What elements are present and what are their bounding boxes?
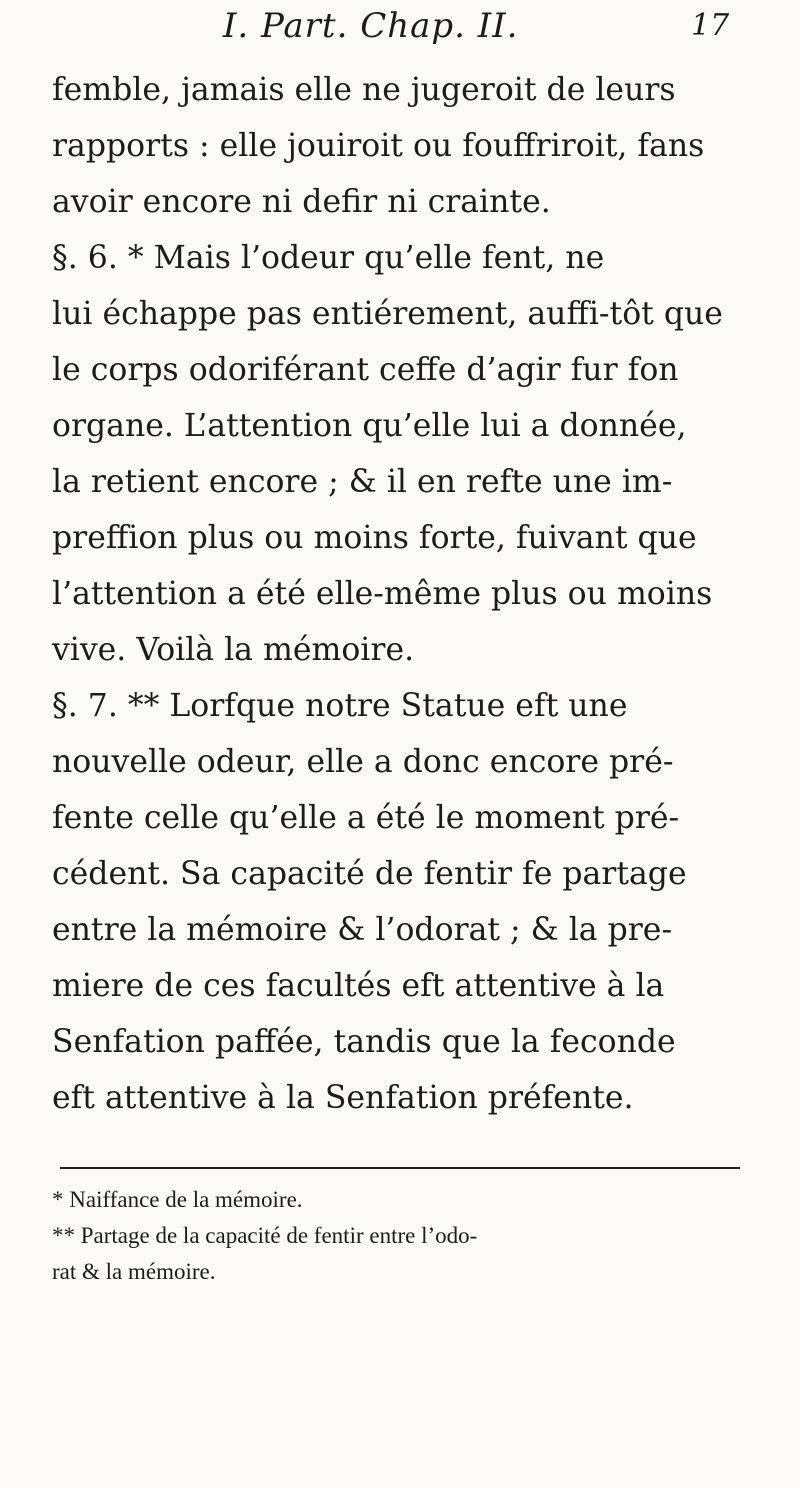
running-head <box>0 6 800 46</box>
page-number: 17 <box>691 8 730 43</box>
text-line: organe. L’attention qu’elle lui a donnée, <box>52 408 687 444</box>
text-line: la retient encore ; & il en refte une im- <box>52 464 673 500</box>
footnote-line: * Naiffance de la mémoire. <box>52 1187 303 1212</box>
text-line: Senfation paffée, tandis que la feconde <box>52 1024 676 1060</box>
text-line: §. 6. * Mais l’odeur qu’elle fent, ne <box>52 240 605 276</box>
text-line: le corps odoriférant ceffe d’agir fur fon <box>52 352 679 388</box>
text-line: §. 7. ** Lorfque notre Statue eft une <box>52 688 628 724</box>
text-line: l’attention a été elle-même plus ou moins <box>52 576 713 612</box>
text-line: preffion plus ou moins forte, fuivant que <box>52 520 697 556</box>
text-line: lui échappe pas entiérement, auffi-tôt que <box>52 296 723 332</box>
footnote-line: ** Partage de la capacité de fentir entre l’odo- <box>52 1223 478 1248</box>
text-line: eft attentive à la Senfation préfente. <box>52 1080 634 1116</box>
text-line: miere de ces facultés eft attentive à la <box>52 968 665 1004</box>
text-line: cédent. Sa capacité de fentir fe partage <box>52 856 687 892</box>
text-line: entre la mémoire & l’odorat ; & la pre- <box>52 912 673 948</box>
text-line: fente celle qu’elle a été le moment pré- <box>52 800 680 836</box>
text-line: vive. Voilà la mémoire. <box>52 632 415 668</box>
main-text <box>52 62 742 1126</box>
footnote-divider <box>60 1167 740 1169</box>
text-line: femble, jamais elle ne jugeroit de leurs <box>52 72 676 108</box>
running-head-title: I. Part. Chap. II. <box>223 6 519 46</box>
text-line: nouvelle odeur, elle a donc encore pré- <box>52 744 674 780</box>
footnote-line: rat & la mémoire. <box>52 1259 216 1284</box>
text-line: avoir encore ni defir ni crainte. <box>52 184 551 220</box>
text-line: rapports : elle jouiroit ou fouffriroit, fans <box>52 128 705 164</box>
footnotes <box>52 1182 752 1290</box>
